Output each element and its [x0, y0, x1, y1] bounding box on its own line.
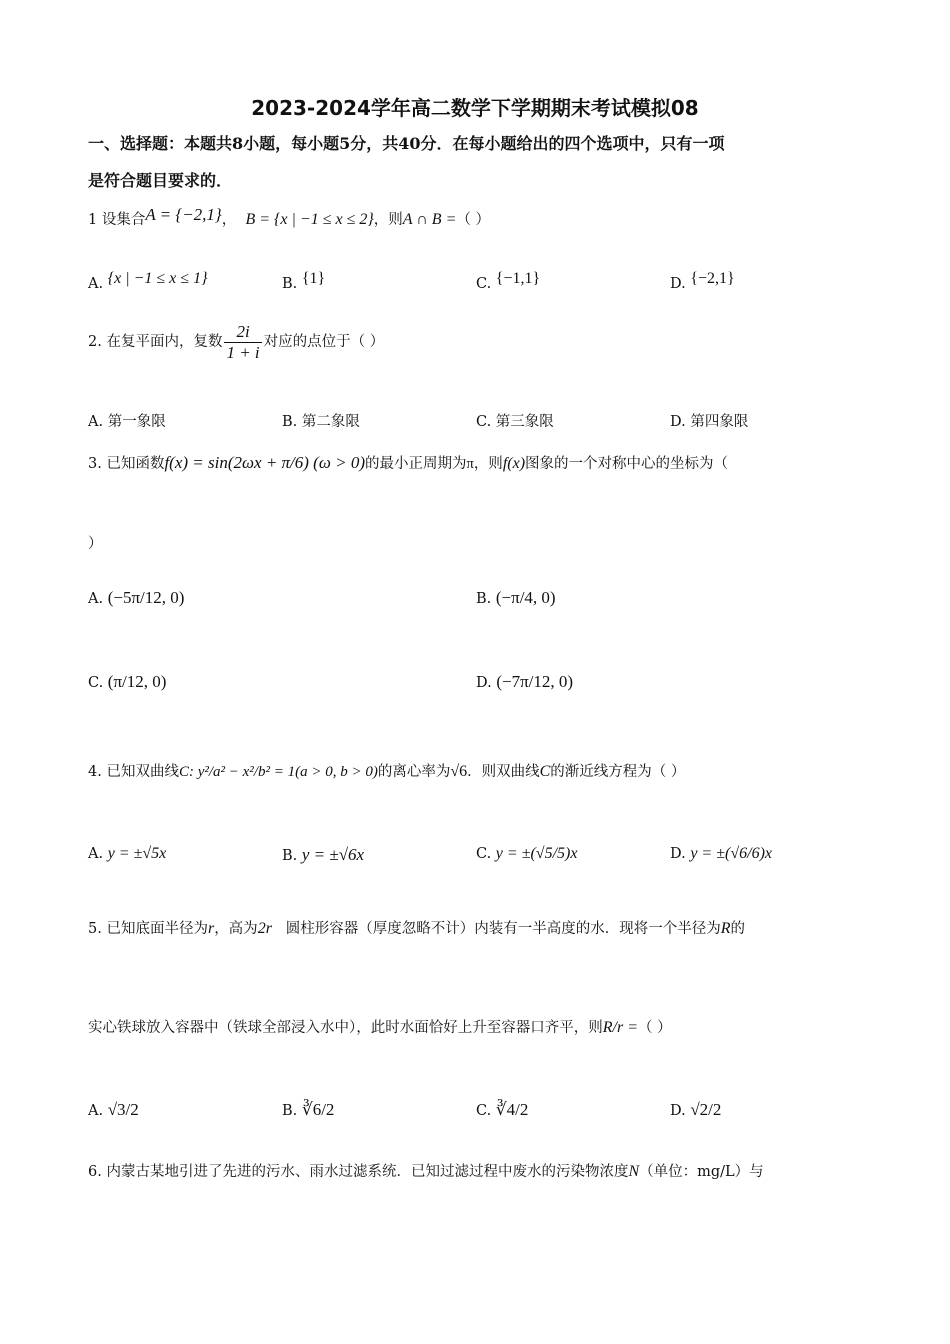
option-text: {−2,1} — [690, 270, 735, 287]
option-label: C. — [476, 414, 492, 430]
option-text: y = ±√5x — [107, 845, 167, 862]
q4-option-a — [88, 845, 166, 863]
q3-suffix-b: ，则 — [473, 456, 503, 472]
q3-option-b — [476, 588, 556, 608]
q5-option-b — [282, 1100, 334, 1120]
option-text: y = ±(√6/6)x — [690, 845, 772, 862]
q4-prefix: 4. 已知双曲线 — [88, 764, 179, 780]
option-text: √3/2 — [107, 1100, 139, 1119]
option-text: {x | −1 ≤ x ≤ 1} — [107, 270, 208, 287]
q4-suffix-b: 的渐近线方程为（ ） — [550, 764, 686, 780]
q1-option-d — [670, 270, 735, 292]
option-text: {−1,1} — [495, 270, 541, 287]
option-text: (π/12, 0) — [107, 672, 167, 691]
q4-eccentricity: √6 — [450, 763, 468, 780]
q3-line-2: ） — [88, 536, 103, 552]
q4-suffix-a: ．则双曲线 — [467, 764, 540, 780]
option-label: D. — [670, 414, 686, 430]
q2-option-a — [88, 410, 166, 431]
q3-function: f(x) = sin(2ωx + π/6) (ω > 0) — [164, 453, 365, 472]
q4-option-c — [476, 845, 577, 863]
question-5 — [88, 917, 745, 938]
q5-option-a — [88, 1100, 139, 1120]
q3-suffix-a: 的最小正周期为 — [364, 456, 467, 472]
option-label: A. — [88, 846, 104, 862]
q2-denominator: 1 + i — [226, 342, 260, 362]
q5-line1-c: 圆柱形容器（厚度忽略不计）内装有一半高度的水．现将一个半径为 — [285, 921, 721, 937]
option-text: 第四象限 — [690, 414, 749, 430]
option-label: B. — [282, 276, 298, 292]
q2-numerator: 2i — [224, 322, 261, 343]
q3-option-d — [476, 672, 573, 692]
option-text: (−π/4, 0) — [495, 588, 556, 607]
option-label: B. — [282, 414, 298, 430]
q4-c: C — [539, 763, 551, 780]
option-label: D. — [476, 675, 492, 691]
q5-blank: （ ） — [638, 1020, 672, 1036]
q5-line-2 — [88, 1016, 672, 1037]
option-text: y = ±(√5/5)x — [495, 845, 578, 862]
option-text: 第二象限 — [301, 414, 360, 430]
option-label: C. — [88, 675, 104, 691]
q5-line1-a: 5. 已知底面半径为 — [88, 921, 208, 937]
q1-prefix: 1 设集合 — [88, 212, 146, 228]
q1-set-a: A = {−2,1} — [145, 205, 222, 224]
option-text: (−7π/12, 0) — [496, 672, 574, 691]
q4-equation: C: y²/a² − x²/b² = 1(a > 0, b > 0) — [178, 764, 378, 780]
option-label: C. — [476, 846, 492, 862]
q2-option-c — [476, 410, 554, 431]
q5-line2-text: 实心铁球放入容器中（铁球全部浸入水中），此时水面恰好上升至容器口齐平，则 — [88, 1020, 603, 1036]
q3-pi: π — [466, 456, 474, 472]
q1-option-a — [88, 270, 207, 292]
option-text: y = ±√6x — [301, 845, 365, 864]
q5-option-d — [670, 1100, 721, 1120]
q2-prefix: 2. 在复平面内，复数 — [88, 334, 223, 351]
q1-option-b — [282, 270, 325, 292]
option-label: D. — [670, 1103, 686, 1119]
option-text: √2/2 — [690, 1100, 722, 1119]
question-4 — [88, 760, 685, 781]
q2-fraction — [224, 322, 261, 362]
option-text: ∛6/2 — [301, 1100, 335, 1119]
q6-text-b: （单位：mg/L）与 — [639, 1164, 764, 1180]
q1-mid: ，则 — [373, 212, 403, 228]
q4-option-b — [282, 845, 364, 865]
option-text: 第一象限 — [107, 414, 166, 430]
option-label: C. — [476, 1103, 492, 1119]
q1-ask: A ∩ B = — [402, 211, 457, 228]
q6-N: N — [628, 1163, 640, 1180]
question-6 — [88, 1160, 764, 1181]
q5-R: R — [720, 920, 731, 937]
q4-mid: 的离心率为 — [377, 764, 451, 780]
q5-height: 2r — [257, 920, 272, 937]
q2-option-d — [670, 410, 748, 431]
q5-r: r — [207, 920, 215, 937]
q1-sep: ， — [221, 212, 237, 228]
q3-fx: f(x) — [502, 455, 526, 472]
section-heading: 一、选择题：本题共8小题，每小题5分，共40分．在每小题给出的四个选项中，只有一项 — [88, 134, 725, 153]
q1-option-c — [476, 270, 540, 292]
q5-line1-d: 的 — [730, 921, 746, 937]
option-text: 第三象限 — [495, 414, 554, 430]
option-text: (−5π/12, 0) — [107, 588, 185, 607]
q5-line1-b: ，高为 — [214, 921, 258, 937]
q2-suffix: 对应的点位于（ ） — [263, 334, 385, 351]
option-label: C. — [476, 276, 492, 292]
option-label: A. — [88, 276, 104, 292]
q3-option-a — [88, 588, 184, 608]
question-3 — [88, 452, 728, 473]
q1-blank: （ ） — [456, 212, 490, 228]
q4-option-d — [670, 845, 772, 863]
option-label: D. — [670, 846, 686, 862]
option-text: ∛4/2 — [495, 1100, 529, 1119]
q1-set-b: B = {x | −1 ≤ x ≤ 2} — [245, 211, 374, 228]
question-1 — [88, 205, 490, 229]
q2-option-b — [282, 410, 360, 431]
option-label: A. — [88, 1103, 104, 1119]
q5-ratio: R/r = — [602, 1019, 638, 1036]
q5-option-c — [476, 1100, 528, 1120]
option-label: B. — [476, 591, 492, 607]
option-label: D. — [670, 276, 686, 292]
q6-text-a: 6. 内蒙古某地引进了先进的污水、雨水过滤系统．已知过滤过程中废水的污染物浓度 — [88, 1164, 629, 1180]
option-label: B. — [282, 1103, 298, 1119]
q3-prefix: 3. 已知函数 — [88, 456, 165, 472]
section-heading-cont: 是符合题目要求的． — [88, 171, 233, 190]
option-label: B. — [282, 848, 298, 864]
option-text: {1} — [301, 270, 326, 287]
page-title: 2023-2024学年高二数学下学期期末考试模拟08 — [251, 96, 699, 120]
option-label: A. — [88, 591, 104, 607]
question-2 — [88, 322, 384, 362]
q3-option-c — [88, 672, 166, 692]
option-label: A. — [88, 414, 104, 430]
q3-suffix-c: 图象的一个对称中心的坐标为（ — [525, 456, 729, 472]
